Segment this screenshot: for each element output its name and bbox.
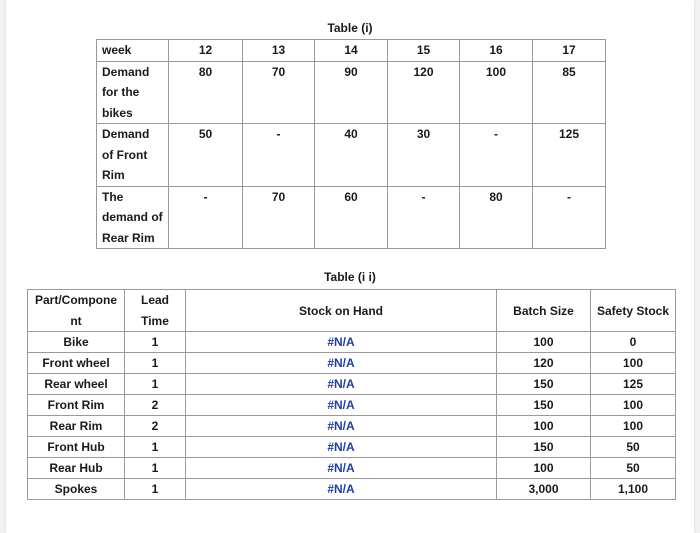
batch-cell: 100 bbox=[497, 458, 591, 479]
table-row bbox=[28, 332, 676, 353]
part-cell: Rear Hub bbox=[28, 458, 125, 479]
demand-cell: 120 bbox=[388, 61, 460, 124]
demand-cell: 85 bbox=[533, 61, 606, 124]
bike-demand-row bbox=[97, 61, 606, 124]
demand-cell: 125 bbox=[533, 124, 606, 187]
week-cell: 13 bbox=[243, 40, 315, 62]
demand-cell: 50 bbox=[169, 124, 243, 187]
part-cell: Front Rim bbox=[28, 395, 125, 416]
week-label: week bbox=[97, 40, 169, 62]
table-row bbox=[28, 395, 676, 416]
safety-cell: 125 bbox=[591, 374, 676, 395]
part-cell: Rear Rim bbox=[28, 416, 125, 437]
table-row bbox=[28, 479, 676, 500]
demand-cell: - bbox=[243, 124, 315, 187]
stock-cell: #N/A bbox=[186, 437, 497, 458]
header-lead-line: Time bbox=[141, 313, 169, 328]
demand-cell: 80 bbox=[460, 186, 533, 249]
batch-cell: 120 bbox=[497, 353, 591, 374]
week-cell: 12 bbox=[169, 40, 243, 62]
batch-cell: 150 bbox=[497, 395, 591, 416]
row-label-line: for the bbox=[102, 85, 140, 99]
week-cell: 14 bbox=[315, 40, 388, 62]
header-safety-stock: Safety Stock bbox=[591, 290, 676, 332]
table-row bbox=[28, 353, 676, 374]
row-label-line: Rim bbox=[102, 168, 125, 182]
lead-cell: 2 bbox=[125, 395, 186, 416]
demand-cell: 40 bbox=[315, 124, 388, 187]
table-row bbox=[28, 416, 676, 437]
demand-cell: 100 bbox=[460, 61, 533, 124]
part-cell: Bike bbox=[28, 332, 125, 353]
inventory-table bbox=[27, 289, 676, 500]
lead-cell: 1 bbox=[125, 353, 186, 374]
table-row bbox=[28, 458, 676, 479]
row-label-line: Rear Rim bbox=[102, 230, 155, 245]
header-part-line: nt bbox=[70, 313, 82, 328]
demand-cell: - bbox=[460, 124, 533, 187]
stock-cell: #N/A bbox=[186, 479, 497, 500]
row-label-line: Demand bbox=[102, 127, 150, 141]
week-cell: 16 bbox=[460, 40, 533, 62]
inventory-header-row bbox=[28, 290, 676, 332]
lead-cell: 1 bbox=[125, 374, 186, 395]
stock-cell: #N/A bbox=[186, 374, 497, 395]
front-rim-demand-row bbox=[97, 124, 606, 187]
header-part-line: Part/Compone bbox=[34, 293, 117, 307]
row-label bbox=[97, 186, 169, 249]
header-lead-time bbox=[125, 290, 186, 332]
rear-rim-demand-row bbox=[97, 186, 606, 249]
safety-cell: 100 bbox=[591, 416, 676, 437]
header-lead-line: Lead bbox=[140, 293, 169, 307]
demand-cell: - bbox=[533, 186, 606, 249]
stock-cell: #N/A bbox=[186, 353, 497, 374]
demand-cell: - bbox=[169, 186, 243, 249]
row-label-line: bikes bbox=[102, 105, 133, 120]
week-cell: 17 bbox=[533, 40, 606, 62]
part-cell: Spokes bbox=[28, 479, 125, 500]
table-row bbox=[28, 437, 676, 458]
lead-cell: 1 bbox=[125, 332, 186, 353]
part-cell: Rear wheel bbox=[28, 374, 125, 395]
table-1-caption: Table (i) bbox=[327, 21, 373, 35]
demand-cell: 30 bbox=[388, 124, 460, 187]
batch-cell: 100 bbox=[497, 416, 591, 437]
stock-cell: #N/A bbox=[186, 458, 497, 479]
lead-cell: 1 bbox=[125, 479, 186, 500]
demand-cell: - bbox=[388, 186, 460, 249]
demand-cell: 80 bbox=[169, 61, 243, 124]
week-row bbox=[97, 40, 606, 62]
lead-cell: 2 bbox=[125, 416, 186, 437]
week-cell: 15 bbox=[388, 40, 460, 62]
safety-cell: 50 bbox=[591, 437, 676, 458]
safety-cell: 100 bbox=[591, 395, 676, 416]
row-label-line: Demand bbox=[102, 64, 150, 79]
batch-cell: 100 bbox=[497, 332, 591, 353]
batch-cell: 150 bbox=[497, 374, 591, 395]
stock-cell: #N/A bbox=[186, 332, 497, 353]
safety-cell: 0 bbox=[591, 332, 676, 353]
demand-table bbox=[96, 39, 606, 249]
demand-cell: 70 bbox=[243, 186, 315, 249]
stock-cell: #N/A bbox=[186, 395, 497, 416]
part-cell: Front Hub bbox=[28, 437, 125, 458]
safety-cell: 1,100 bbox=[591, 479, 676, 500]
stock-cell: #N/A bbox=[186, 416, 497, 437]
safety-cell: 50 bbox=[591, 458, 676, 479]
row-label-line: of Front bbox=[102, 147, 148, 162]
header-stock-on-hand: Stock on Hand bbox=[186, 290, 497, 332]
lead-cell: 1 bbox=[125, 458, 186, 479]
demand-cell: 60 bbox=[315, 186, 388, 249]
lead-cell: 1 bbox=[125, 437, 186, 458]
safety-cell: 100 bbox=[591, 353, 676, 374]
header-batch-size: Batch Size bbox=[497, 290, 591, 332]
table-row bbox=[28, 374, 676, 395]
row-label bbox=[97, 124, 169, 187]
batch-cell: 150 bbox=[497, 437, 591, 458]
row-label bbox=[97, 61, 169, 124]
header-part bbox=[28, 290, 125, 332]
row-label-line: The bbox=[102, 189, 124, 204]
part-cell: Front wheel bbox=[28, 353, 125, 374]
row-label-line: demand of bbox=[102, 210, 163, 224]
table-2-caption: Table (i i) bbox=[324, 270, 376, 284]
demand-cell: 70 bbox=[243, 61, 315, 124]
batch-cell: 3,000 bbox=[497, 479, 591, 500]
demand-cell: 90 bbox=[315, 61, 388, 124]
